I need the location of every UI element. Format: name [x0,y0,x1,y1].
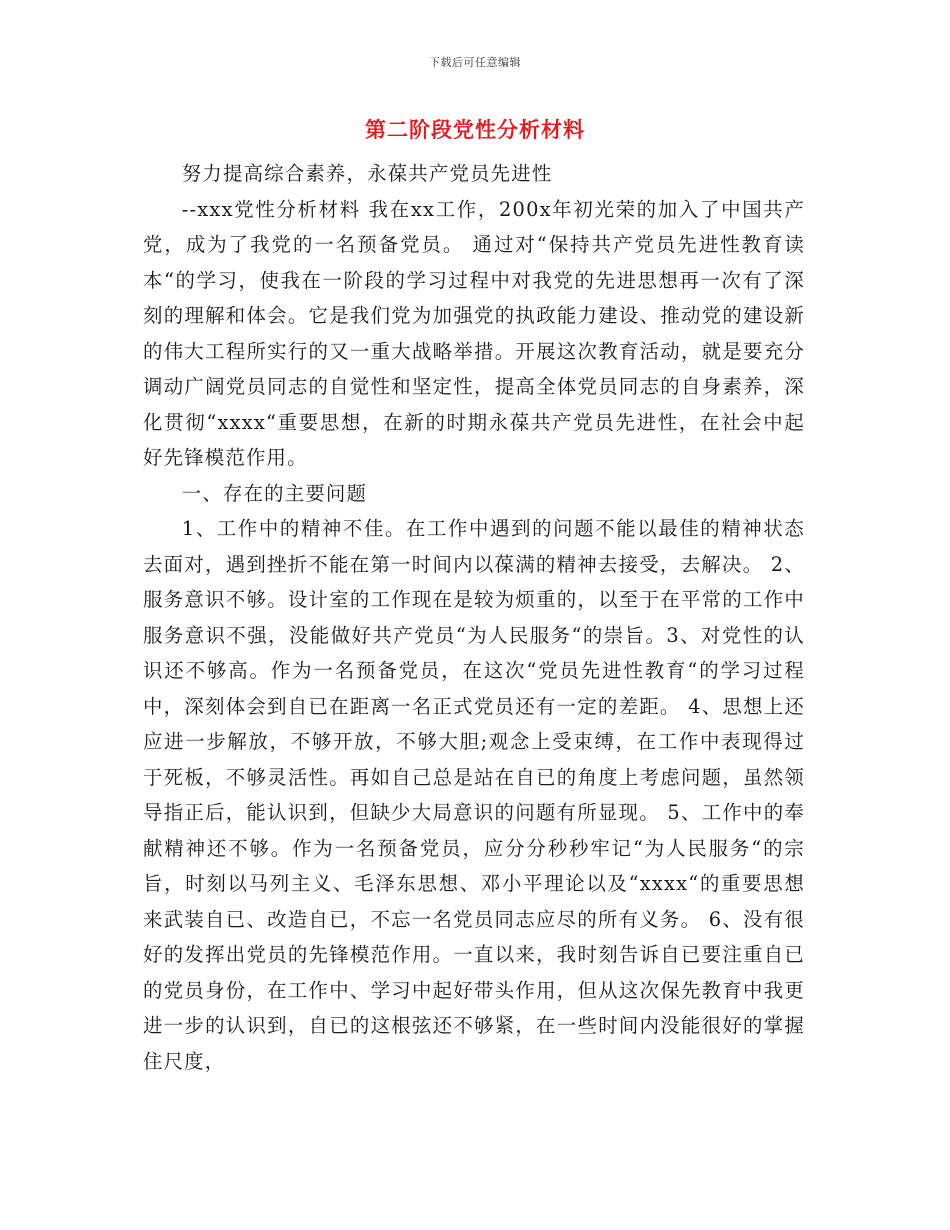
paragraph-problems: 1、工作中的精神不佳。在工作中遇到的问题不能以最佳的精神状态去面对，遇到挫折不能在第一时间内以葆满的精神去接受，去解决。 2、服务意识不够。设计室的工作现在是较为烦重的，以至于在平常的工作中服务意识不强，没能做好共产党员“为人民服务“的崇旨。3、对党性的认识还不够高。作为一名预备党员，在这次“党员先进性教育“的学习过程中，深刻体会到自已在距离一名正式党员还有一定的差距。 4、思想上还应进一步解放，不够开放，不够大胆;观念上受束缚，在工作中表现得过于死板，不够灵活性。再如自己总是站在自已的角度上考虑问题，虽然领导指正后，能认识到，但缺少大局意识的问题有所显现。 5、工作中的奉献精神还不够。作为一名预备党员，应分分秒秒牢记“为人民服务“的宗旨，时刻以马列主义、毛泽东思想、邓小平理论以及“xxxx“的重要思想来武装自已、改造自已，不忘一名党员同志应尽的所有义务。 6、没有很好的发挥出党员的先锋模范作用。一直以来，我时刻告诉自已要注重自已的党员身份，在工作中、学习中起好带头作用，但从这次保先教育中我更进一步的认识到，自已的这根弦还不够紧，在一些时间内没能很好的掌握住尺度， [143,517,805,1073]
document-title: 第二阶段党性分析材料 [365,117,585,142]
document-body [143,156,805,1079]
header-note: 下载后可任意编辑 [429,56,521,69]
paragraph-subtitle: 努力提高综合素养，永葆共产党员先进性 [181,162,553,185]
paragraph-section-heading: 一、存在的主要问题 [181,481,368,505]
paragraph-intro: --xxx党性分析材料 我在xx工作，200x年初光荣的加入了中国共产党，成为了我党的一名预备党员。 通过对“保持共产党员先进性教育读本“的学习，使我在一阶段的学习过程中对我党的先进思想再一次有了深刻的理解和体会。它是我们党为加强党的执政能力建设、推动党的建设新的伟大工程所实行的又一重大战略举措。开展这次教育活动，就是要充分调动广阔党员同志的自觉性和坚定性，提高全体党员同志的自身素养，深化贯彻“xxxx“重要思想，在新的时期永葆共产党员先进性，在社会中起好先锋模范作用。 [143,197,805,469]
